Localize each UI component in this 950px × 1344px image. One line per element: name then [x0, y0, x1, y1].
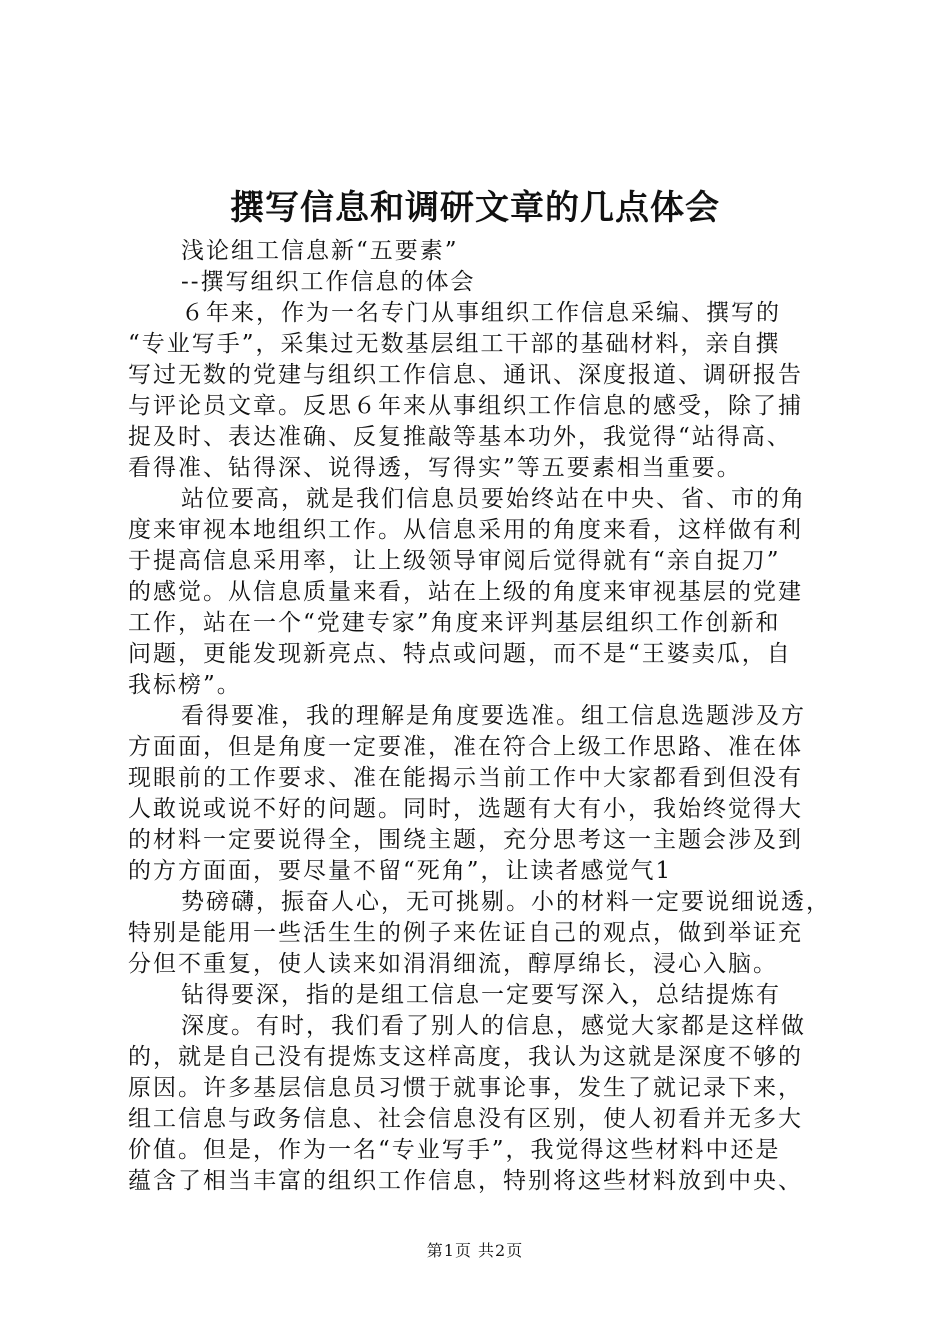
text-line: 捉及时、表达准确、反复推敲等基本功外，我觉得“站得高、 [128, 424, 792, 450]
text-line: 钻得要深，指的是组工信息一定要写深入，总结提炼有 [181, 982, 781, 1008]
text-line: 看得准、钻得深、说得透，写得实”等五要素相当重要。 [128, 455, 742, 481]
page-footer: 第1页 共2页 [426, 1241, 524, 1260]
text-line: 方面面，但是角度一定要准，准在符合上级工作思路、准在体 [128, 734, 803, 760]
text-line: 于提高信息采用率，让上级领导审阅后觉得就有“亲自捉刀” [128, 548, 781, 574]
text-line: 我标榜”。 [128, 672, 242, 698]
document-title: 撰写信息和调研文章的几点体会 [230, 188, 720, 228]
text-line: 站位要高，就是我们信息员要始终站在中央、省、市的角 [181, 486, 806, 512]
text-line: 看得要准，我的理解是角度要选准。组工信息选题涉及方 [181, 703, 806, 729]
text-line: 工作，站在一个“党建专家”角度来评判基层组织工作创新和 [128, 610, 781, 636]
text-line: 组工信息与政务信息、社会信息没有区别，使人初看并无多大 [128, 1106, 803, 1132]
text-line: 特别是能用一些活生生的例子来佐证自己的观点，做到举证充 [128, 920, 803, 946]
text-line: 的材料一定要说得全，围绕主题，充分思考这一主题会涉及到 [128, 827, 803, 853]
document-body [128, 236, 832, 1197]
text-line: 现眼前的工作要求、准在能揭示当前工作中大家都看到但没有 [128, 765, 803, 791]
text-line: 价值。但是，作为一名“专业写手”，我觉得这些材料中还是 [128, 1137, 781, 1163]
text-line: 分但不重复，使人读来如涓涓细流，醇厚绵长，浸心入脑。 [128, 951, 778, 977]
text-line: --撰写组织工作信息的体会 [181, 269, 476, 295]
text-line: 写过无数的党建与组织工作信息、通讯、深度报道、调研报告 [128, 362, 803, 388]
text-line: 蕴含了相当丰富的组织工作信息，特别将这些材料放到中央、 [128, 1168, 803, 1194]
text-line: 问题，更能发现新亮点、特点或问题，而不是“王婆卖瓜，自 [128, 641, 792, 667]
text-line: 势磅礴，振奋人心，无可挑剔。小的材料一定要说细说透， [181, 889, 831, 915]
text-line: 度来审视本地组织工作。从信息采用的角度来看，这样做有利 [128, 517, 803, 543]
text-line: 的方方面面，要尽量不留“死角”，让读者感觉气1 [128, 858, 673, 884]
text-line: 浅论组工信息新“五要素” [181, 238, 459, 264]
text-line: “专业写手”，采集过无数基层组工干部的基础材料，亲自撰 [128, 331, 781, 357]
text-line: 的，就是自己没有提炼支这样高度，我认为这就是深度不够的 [128, 1044, 803, 1070]
text-line: ６年来，作为一名专门从事组织工作信息采编、撰写的 [181, 300, 781, 326]
text-line: 深度。有时，我们看了别人的信息，感觉大家都是这样做 [181, 1013, 806, 1039]
text-line: 的感觉。从信息质量来看，站在上级的角度来审视基层的党建 [128, 579, 803, 605]
text-line: 人敢说或说不好的问题。同时，选题有大有小，我始终觉得大 [128, 796, 803, 822]
text-line: 与评论员文章。反思６年来从事组织工作信息的感受，除了捕 [128, 393, 803, 419]
text-line: 原因。许多基层信息员习惯于就事论事，发生了就记录下来， [128, 1075, 803, 1101]
